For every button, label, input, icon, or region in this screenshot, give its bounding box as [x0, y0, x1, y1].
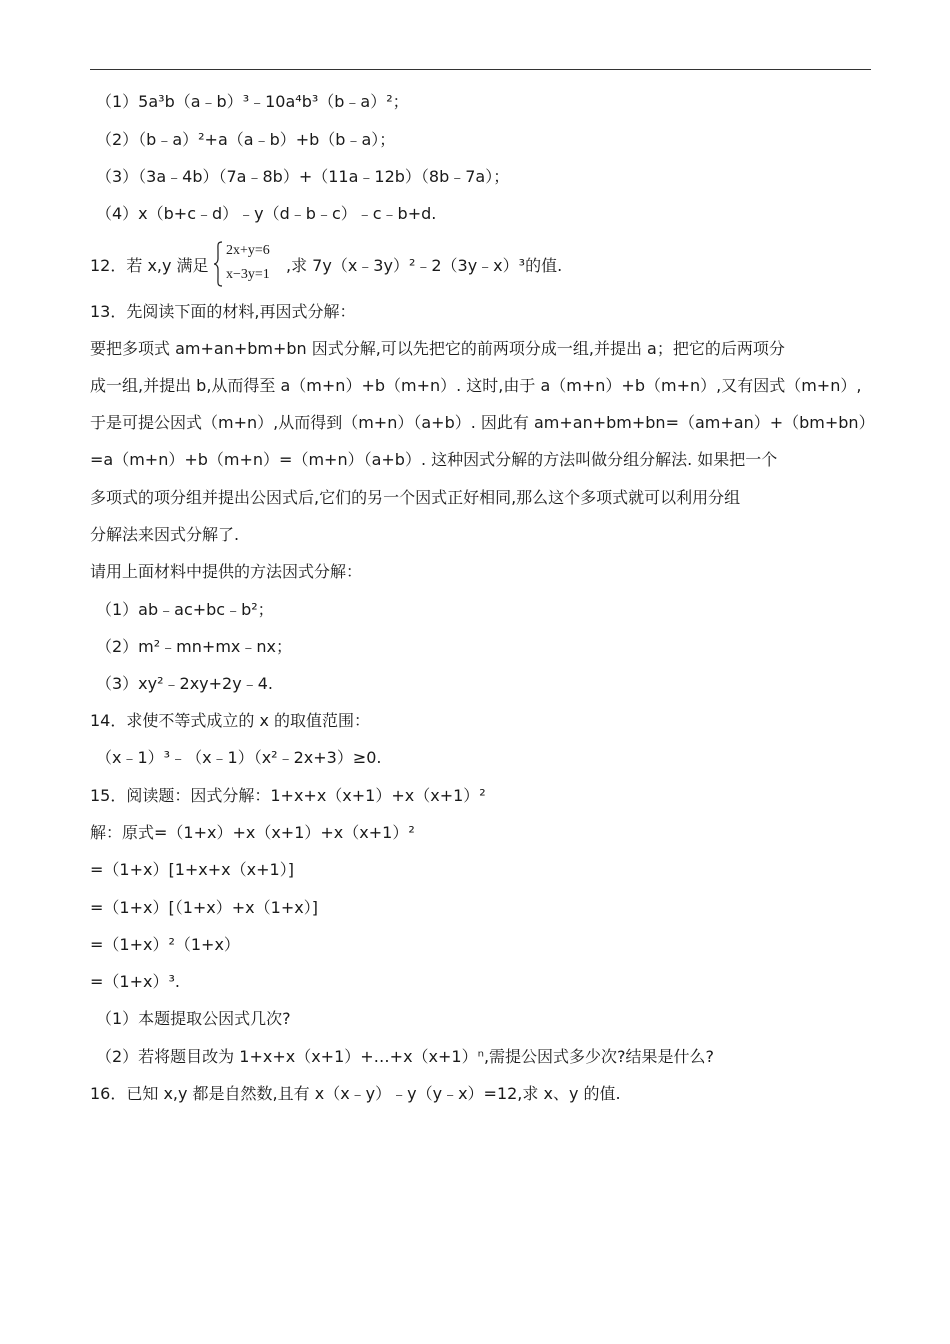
q12-prefix: 12．若 x,y 满足 — [90, 256, 209, 275]
q15-solution-step4: =（1+x）³. — [90, 972, 180, 991]
q12-equation-system — [226, 239, 270, 287]
q15-subquestion1: （1）本题提取公因式几次? — [96, 1009, 291, 1028]
q15-subquestion2: （2）若将题目改为 1+x+x（x+1）+…+x（x+1）ⁿ,需提公因式多少次?结果是什么? — [96, 1047, 715, 1066]
header-rule — [90, 69, 871, 70]
q13-para-line1: 要把多项式 am+an+bm+bn 因式分解,可以先把它的前两项分成一组,并提出 a；把它的后两项分 — [90, 339, 785, 358]
q15-solution-step0: 解：原式=（1+x）+x（x+1）+x（x+1）² — [90, 823, 415, 842]
q16-question: 16．已知 x,y 都是自然数,且有 x（x﹣y）﹣y（y﹣x）=12,求 x、y 的值. — [90, 1084, 621, 1103]
q12-eq1: 2x+y=6 — [226, 243, 270, 258]
q13-para-line4: =a（m+n）+b（m+n）=（m+n）（a+b）. 这种因式分解的方法叫做分组分解法. 如果把一个 — [90, 450, 778, 469]
q12-suffix: ,求 7y（x﹣3y）²﹣2（3y﹣x）³的值. — [286, 256, 563, 275]
q11-part2: （2）（b﹣a）²+a（a﹣b）+b（b﹣a）； — [96, 130, 396, 149]
q14-inequality: （x﹣1）³﹣（x﹣1）（x²﹣2x+3）≥0. — [96, 748, 382, 767]
q13-para-line3: 于是可提公因式（m+n）,从而得到（m+n）（a+b）. 因此有 am+an+bm+bn=（am+an）+（bm+bn） — [90, 413, 875, 432]
q11-part4: （4）x（b+c﹣d）﹣y（d﹣b﹣c）﹣c﹣b+d. — [96, 204, 437, 223]
q15-title: 15．阅读题：因式分解：1+x+x（x+1）+x（x+1）² — [90, 786, 486, 805]
left-brace-icon — [213, 241, 223, 287]
q11-part3: （3）（3a﹣4b）（7a﹣8b）+（11a﹣12b）（8b﹣7a）； — [96, 167, 510, 186]
q15-solution-step1: =（1+x）[1+x+x（x+1）] — [90, 860, 294, 879]
q14-title: 14．求使不等式成立的 x 的取值范围： — [90, 711, 371, 730]
q13-part1: （1）ab﹣ac+bc﹣b²； — [96, 600, 274, 619]
q13-part3: （3）xy²﹣2xy+2y﹣4. — [96, 674, 273, 693]
q15-solution-step3: =（1+x）²（1+x） — [90, 935, 240, 954]
q13-title: 13．先阅读下面的材料,再因式分解： — [90, 302, 356, 321]
q13-part2: （2）m²﹣mn+mx﹣nx； — [96, 637, 292, 656]
q13-para-line2: 成一组,并提出 b,从而得至 a（m+n）+b（m+n）. 这时,由于 a（m+n）+b（m+n）,又有因式（m+n）, — [90, 376, 862, 395]
q13-para-line6: 分解法来因式分解了. — [90, 525, 240, 544]
q12-eq2: x−3y=1 — [226, 267, 270, 282]
q15-solution-step2: =（1+x）[（1+x）+x（1+x）] — [90, 898, 318, 917]
q11-part1: （1）5a³b（a﹣b）³﹣10a⁴b³（b﹣a）²； — [96, 92, 409, 111]
q13-instruction: 请用上面材料中提供的方法因式分解： — [90, 562, 363, 581]
q13-para-line5: 多项式的项分组并提出公因式后,它们的另一个因式正好相同,那么这个多项式就可以利用分组 — [90, 488, 741, 507]
